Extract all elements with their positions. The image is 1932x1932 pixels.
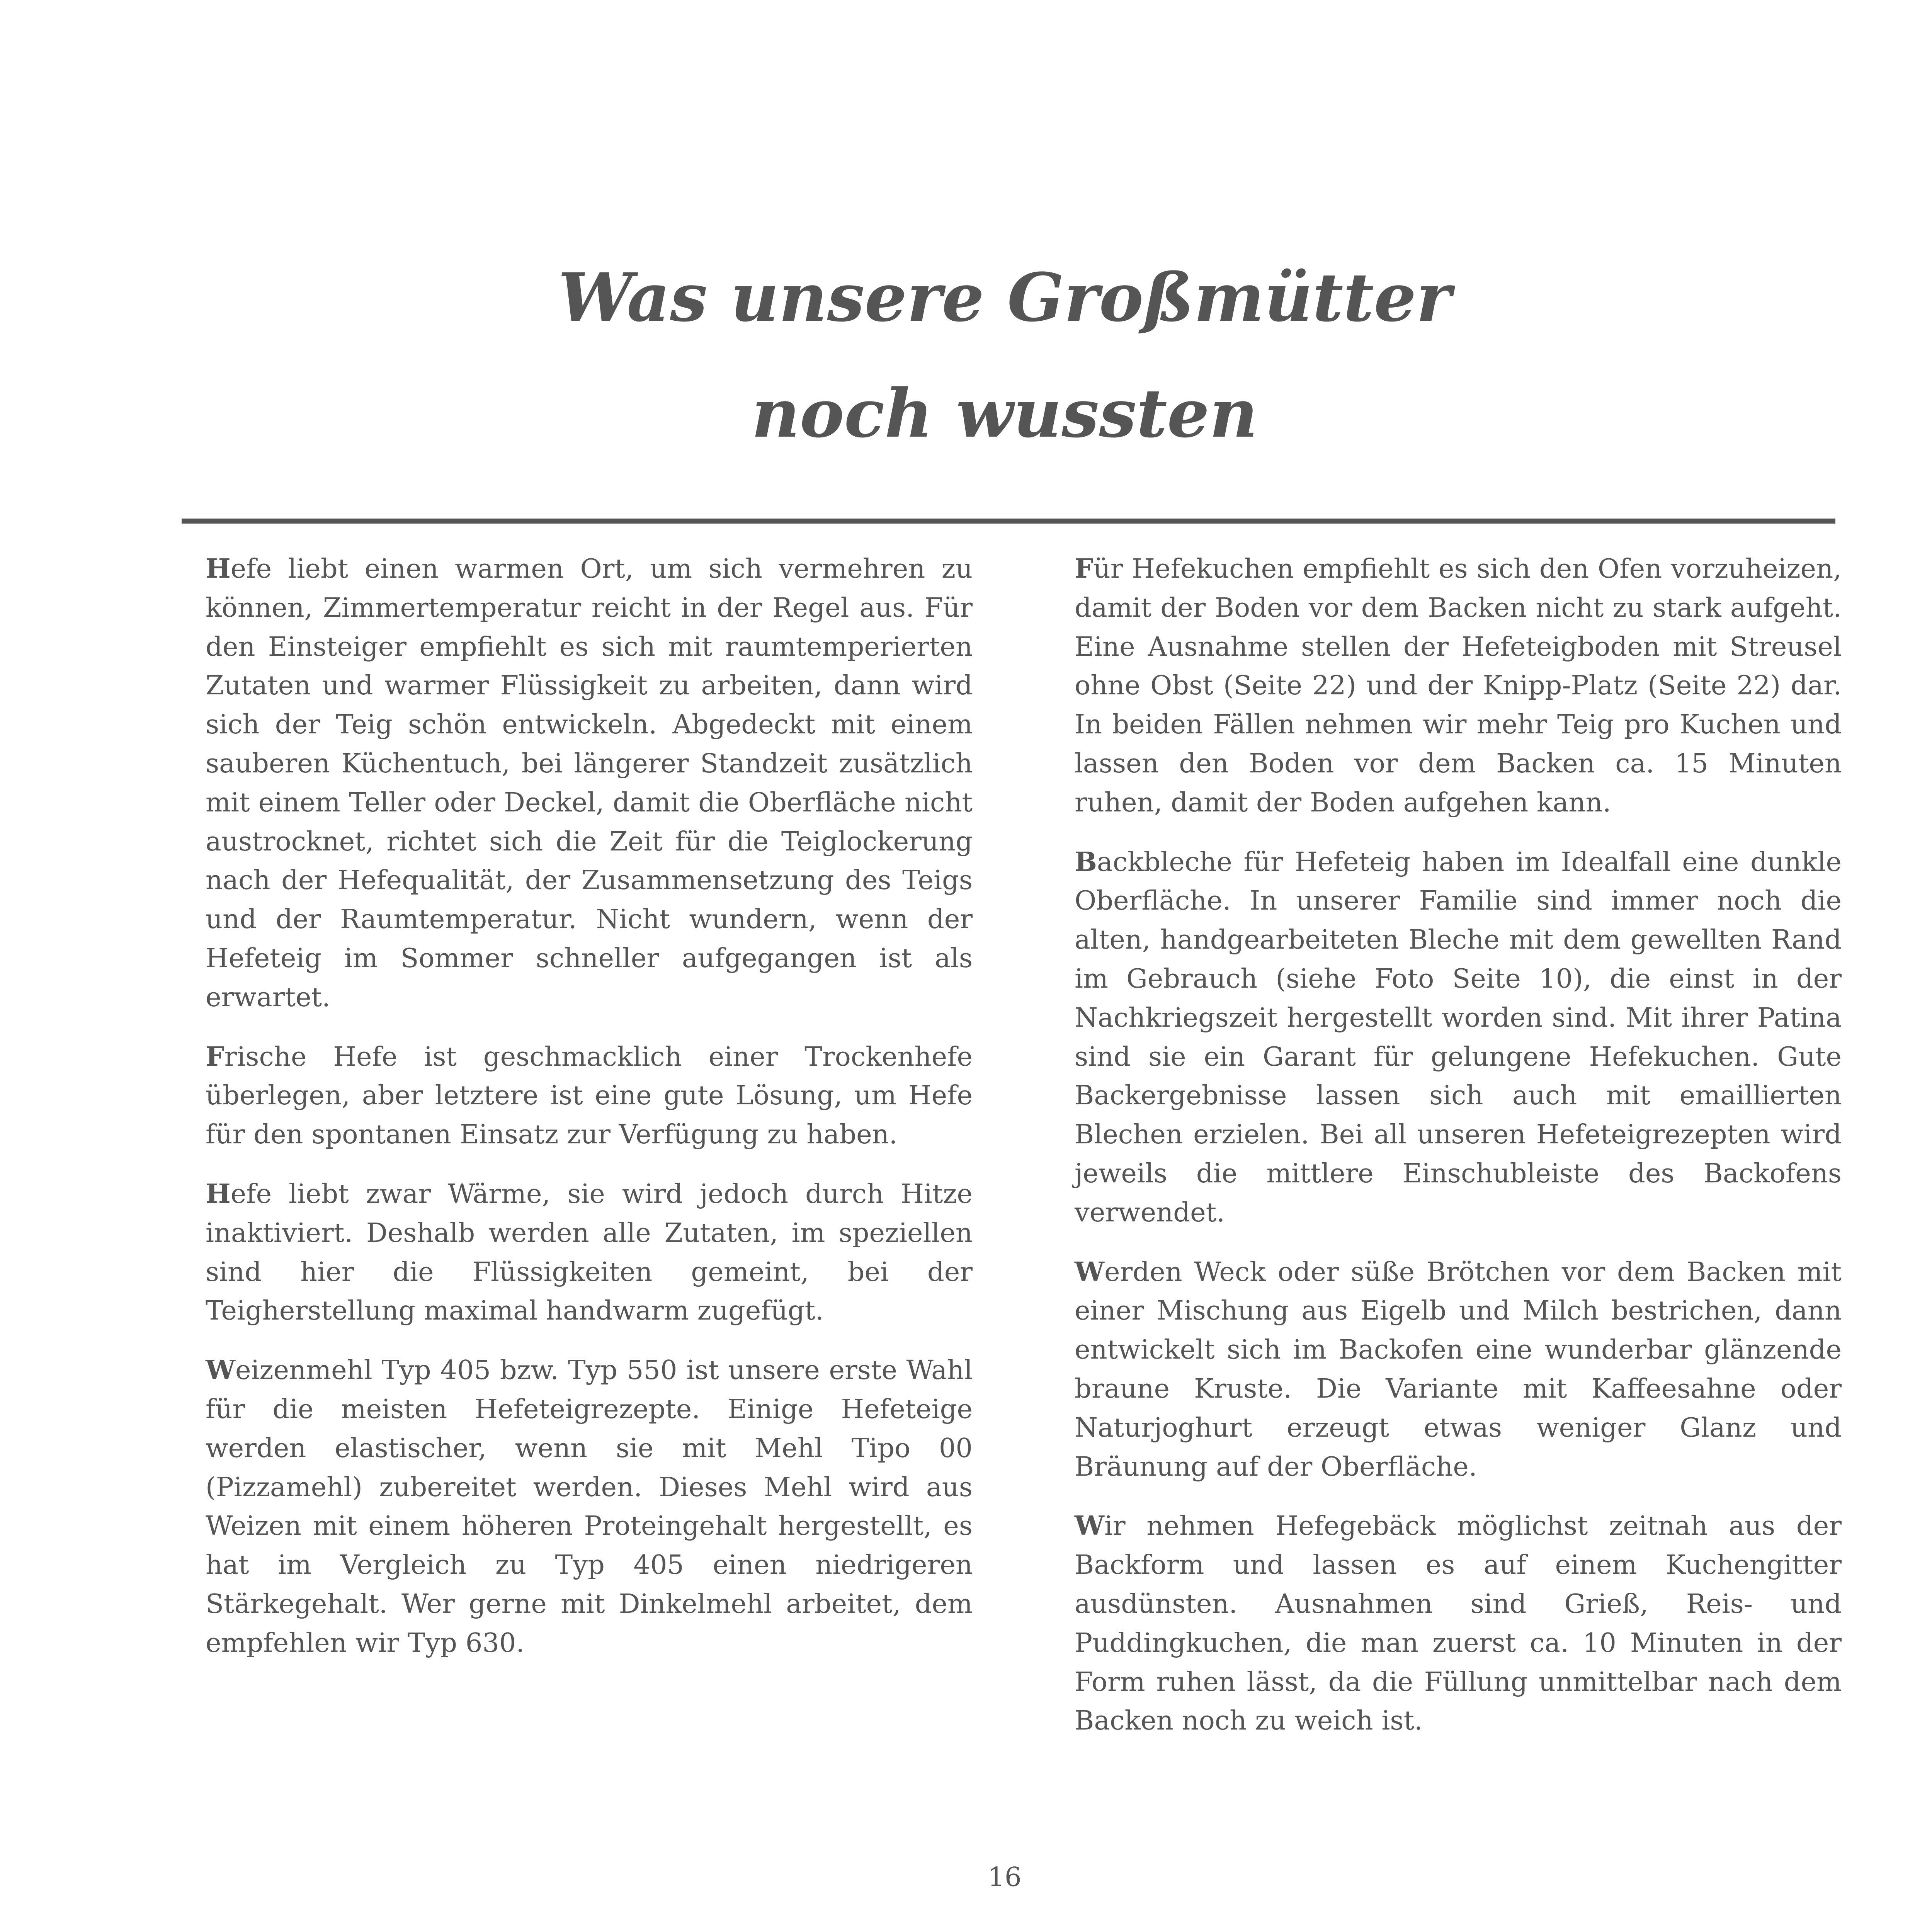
paragraph-weck-broetchen [1075, 1253, 1842, 1486]
paragraph-frische-hefe [206, 1037, 973, 1154]
page-number: 16 [988, 1862, 1022, 1893]
page-title [464, 240, 1546, 471]
paragraph-text: ir nehmen Hefegebäck möglichst zeitnah aus der Backform und lassen es auf einem Kuchengitter ausdünsten. Ausnahmen sind Grieß, Reis- und Puddingkuchen, die man zuerst ca. 10 Minuten in der Form ruhen lässt, da die Füllung unmittelbar nach dem Backen noch zu weich ist. [1075, 1510, 1842, 1736]
paragraph-text: rische Hefe ist geschmacklich einer Trockenhefe überlegen, aber letztere ist eine gute Lösung, um Hefe für den spontanen Einsatz zur Verfügung zu haben. [206, 1041, 973, 1150]
paragraph-hefegebaeck-ausduensten [1075, 1507, 1842, 1740]
paragraph-hefekuchen-ofen [1075, 549, 1842, 822]
paragraph-initial: W [1075, 1256, 1104, 1287]
paragraph-initial: F [206, 1041, 224, 1072]
paragraph-text: eizenmehl Typ 405 bzw. Typ 550 ist unsere erste Wahl für die meisten Hefeteigrezepte. Einige Hefeteige werden elastischer, wenn sie mit Mehl Tipo 00 (Pizzamehl) zubereitet werden. Dieses Mehl wird aus Weizen mit einem höheren Proteingehalt hergestellt, es hat im Vergleich zu Typ 405 einen niedrigeren Stärkegehalt. Wer gerne mit Dinkelmehl arbeitet, dem empfehlen wir Typ 630. [206, 1355, 973, 1658]
paragraph-initial: W [1075, 1510, 1104, 1542]
page-title-line-1: Was unsere Großmütter [558, 258, 1451, 337]
paragraph-initial: F [1075, 553, 1094, 584]
paragraph-initial: W [206, 1355, 235, 1386]
right-text-column [1075, 549, 1842, 1761]
paragraph-initial: H [206, 553, 231, 584]
paragraph-initial: B [1075, 846, 1097, 878]
paragraph-text: efe liebt zwar Wärme, sie wird jedoch durch Hitze inaktiviert. Deshalb werden alle Zutaten, im speziellen sind hier die Flüssigkeiten gemeint, bei der Teigherstellung maximal handwarm zugefügt. [206, 1178, 973, 1327]
paragraph-text: efe liebt einen warmen Ort, um sich vermehren zu können, Zimmertemperatur reicht in der Regel aus. Für den Einsteiger empfiehlt es sich mit raumtemperierten Zutaten und warmer Flüssigkeit zu arbeiten, dann wird sich der Teig schön entwickeln. Abgedeckt mit einem sauberen Küchentuch, bei längerer Standzeit zusätzlich mit einem Teller oder Deckel, damit die Oberfläche nicht austrocknet, richtet sich die Zeit für die Teiglockerung nach der Hefequalität, der Zusammensetzung des Teigs und der Raumtemperatur. Nicht wundern, wenn der Hefeteig im Sommer schneller aufgegangen ist als erwartet. [206, 553, 973, 1013]
title-divider-rule [182, 519, 1835, 524]
paragraph-text: erden Weck oder süße Brötchen vor dem Backen mit einer Mischung aus Eigelb und Milch bestrichen, dann entwickelt sich im Backofen eine wunderbar glänzende braune Kruste. Die Variante mit Kaffeesahne oder Naturjoghurt erzeugt etwas weniger Glanz und Bräunung auf der Oberfläche. [1075, 1256, 1842, 1482]
paragraph-initial: H [206, 1178, 231, 1209]
paragraph-weizenmehl [206, 1351, 973, 1662]
page-title-line-2: noch wussten [751, 374, 1258, 452]
paragraph-hefe-warmer-ort [206, 549, 973, 1017]
paragraph-text: ür Hefekuchen empfiehlt es sich den Ofen vorzuheizen, damit der Boden vor dem Backen nicht zu stark aufgeht. Eine Ausnahme stellen der Hefeteigboden mit Streusel ohne Obst (Seite 22) und der Knipp-Platz (Seite 22) dar. In beiden Fällen nehmen wir mehr Teig pro Kuchen und lassen den Boden vor dem Backen ca. 15 Minuten ruhen, damit der Boden aufgehen kann. [1075, 553, 1842, 818]
left-text-column [206, 549, 973, 1683]
paragraph-text: ackbleche für Hefeteig haben im Idealfall eine dunkle Oberfläche. In unserer Familie sind immer noch die alten, handgearbeiteten Bleche mit dem gewellten Rand im Gebrauch (siehe Foto Seite 10), die einst in der Nachkriegszeit hergestellt worden sind. Mit ihrer Patina sind sie ein Garant für gelungene Hefekuchen. Gute Backergebnisse lassen sich auch mit emaillierten Blechen erzielen. Bei all unseren Hefeteigrezepten wird jeweils die mittlere Einschubleiste des Backofens verwendet. [1075, 846, 1842, 1228]
paragraph-backbleche [1075, 843, 1842, 1232]
paragraph-hefe-waerme [206, 1175, 973, 1330]
